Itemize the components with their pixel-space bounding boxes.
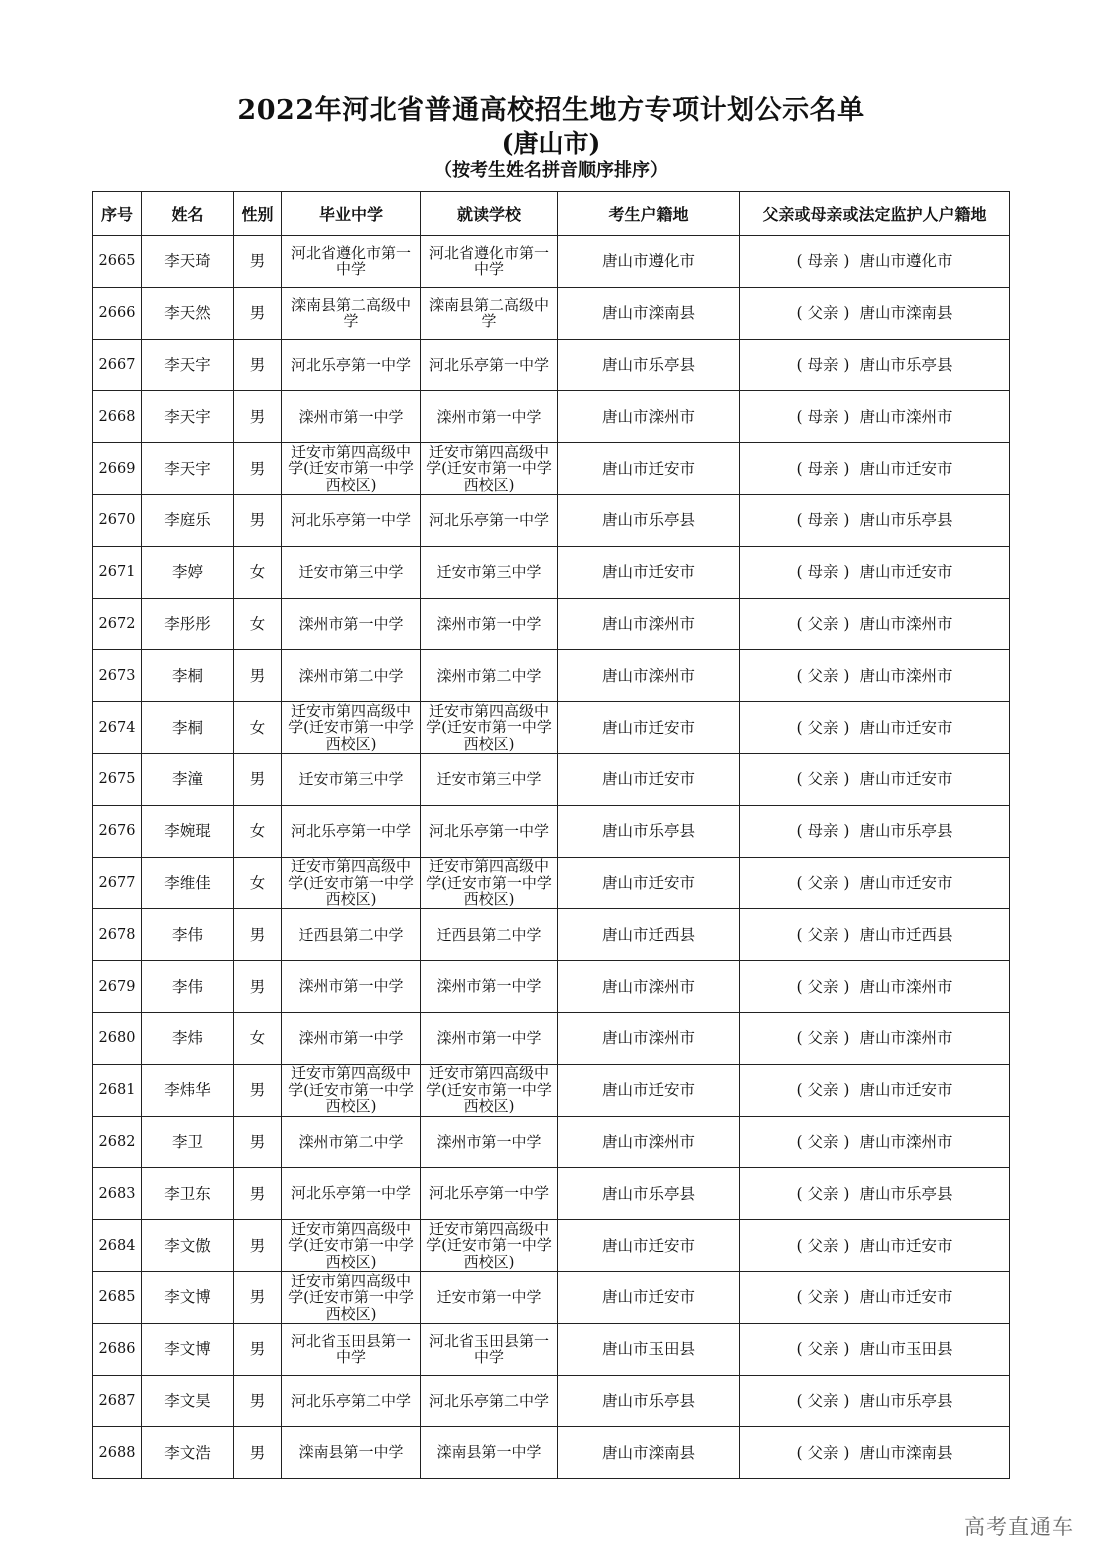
column-header-seq: 序号 (93, 192, 142, 236)
guardian-hukou-text: 唐山市迁安市 (859, 1081, 953, 1100)
cell-grad-school: 滦州市第一中学 (282, 1012, 421, 1064)
cell-current-school: 河北乐亭第二中学 (421, 1375, 558, 1427)
guardian-hukou-text: 唐山市滦州市 (859, 977, 953, 996)
cell-guardian-hukou (740, 1012, 1010, 1064)
cell-current-school: 滦州市第一中学 (421, 391, 558, 443)
column-header-gender: 性别 (234, 192, 282, 236)
cell-grad-school: 滦南县第二高级中学 (282, 287, 421, 339)
cell-hukou: 唐山市滦州市 (558, 1012, 740, 1064)
guardian-hukou-text: 唐山市迁安市 (859, 563, 953, 582)
guardian-hukou-text: 唐山市遵化市 (859, 252, 953, 271)
cell-seq: 2677 (93, 857, 142, 909)
cell-hukou: 唐山市滦州市 (558, 961, 740, 1013)
table-row (93, 1012, 1010, 1064)
cell-guardian-hukou (740, 1168, 1010, 1220)
table-row (93, 1168, 1010, 1220)
table-row (93, 753, 1010, 805)
guardian-relation: ( 母亲 ) (796, 511, 850, 530)
cell-seq: 2665 (93, 236, 142, 288)
cell-name: 李文博 (142, 1323, 234, 1375)
guardian-hukou-text: 唐山市滦州市 (859, 1029, 953, 1048)
guardian-relation: ( 父亲 ) (796, 614, 850, 633)
cell-hukou: 唐山市迁安市 (558, 702, 740, 754)
page-subtitle: (唐山市) (501, 129, 601, 158)
table-row (93, 961, 1010, 1013)
cell-hukou: 唐山市迁安市 (558, 857, 740, 909)
cell-seq: 2687 (93, 1375, 142, 1427)
cell-name: 李婷 (142, 546, 234, 598)
guardian-relation: ( 母亲 ) (796, 822, 850, 841)
cell-current-school: 滦南县第二高级中学 (421, 287, 558, 339)
cell-grad-school: 滦州市第二中学 (282, 1116, 421, 1168)
cell-current-school: 迁安市第三中学 (421, 753, 558, 805)
cell-hukou: 唐山市迁安市 (558, 546, 740, 598)
cell-guardian-hukou (740, 339, 1010, 391)
cell-gender: 女 (234, 598, 282, 650)
table-header-row (93, 192, 1010, 236)
cell-hukou: 唐山市迁安市 (558, 443, 740, 495)
table-row (93, 494, 1010, 546)
cell-gender: 男 (234, 443, 282, 495)
table-row (93, 1427, 1010, 1479)
guardian-relation: ( 母亲 ) (796, 252, 850, 271)
cell-current-school: 滦州市第二中学 (421, 650, 558, 702)
cell-hukou: 唐山市玉田县 (558, 1323, 740, 1375)
guardian-relation: ( 父亲 ) (796, 770, 850, 789)
cell-name: 李天宇 (142, 391, 234, 443)
guardian-hukou-text: 唐山市乐亭县 (859, 822, 953, 841)
cell-name: 李文博 (142, 1271, 234, 1323)
cell-guardian-hukou (740, 494, 1010, 546)
cell-name: 李文傲 (142, 1220, 234, 1272)
cell-name: 李天然 (142, 287, 234, 339)
watermark: 高考直通车 (964, 1515, 1074, 1539)
cell-seq: 2671 (93, 546, 142, 598)
cell-gender: 女 (234, 546, 282, 598)
guardian-relation: ( 父亲 ) (796, 666, 850, 685)
guardian-relation: ( 父亲 ) (796, 1236, 850, 1255)
cell-name: 李卫 (142, 1116, 234, 1168)
cell-hukou: 唐山市遵化市 (558, 236, 740, 288)
table-row (93, 546, 1010, 598)
cell-current-school: 迁安市第四高级中学(迁安市第一中学西校区) (421, 857, 558, 909)
cell-gender: 男 (234, 494, 282, 546)
guardian-relation: ( 父亲 ) (796, 304, 850, 323)
guardian-hukou-text: 唐山市滦州市 (859, 614, 953, 633)
table-row (93, 391, 1010, 443)
cell-name: 李潼 (142, 753, 234, 805)
table-row (93, 236, 1010, 288)
cell-seq: 2676 (93, 805, 142, 857)
cell-seq: 2667 (93, 339, 142, 391)
cell-grad-school: 迁安市第四高级中学(迁安市第一中学西校区) (282, 1271, 421, 1323)
cell-gender: 男 (234, 1168, 282, 1220)
cell-name: 李桐 (142, 702, 234, 754)
guardian-hukou-text: 唐山市乐亭县 (859, 511, 953, 530)
cell-current-school: 迁安市第四高级中学(迁安市第一中学西校区) (421, 702, 558, 754)
cell-current-school: 河北乐亭第一中学 (421, 339, 558, 391)
cell-grad-school: 迁安市第四高级中学(迁安市第一中学西校区) (282, 702, 421, 754)
cell-seq: 2666 (93, 287, 142, 339)
cell-hukou: 唐山市滦州市 (558, 1116, 740, 1168)
guardian-relation: ( 父亲 ) (796, 718, 850, 737)
cell-current-school: 滦州市第一中学 (421, 1116, 558, 1168)
guardian-relation: ( 父亲 ) (796, 977, 850, 996)
cell-current-school: 滦州市第一中学 (421, 961, 558, 1013)
cell-current-school: 迁安市第三中学 (421, 546, 558, 598)
table-row (93, 339, 1010, 391)
page-title: 2022年河北省普通高校招生地方专项计划公示名单 (237, 95, 865, 126)
cell-gender: 女 (234, 1012, 282, 1064)
guardian-hukou-text: 唐山市玉田县 (859, 1340, 953, 1359)
column-header-current-school: 就读学校 (421, 192, 558, 236)
cell-grad-school: 河北乐亭第一中学 (282, 339, 421, 391)
cell-name: 李桐 (142, 650, 234, 702)
guardian-relation: ( 父亲 ) (796, 1184, 850, 1203)
cell-grad-school: 河北乐亭第一中学 (282, 1168, 421, 1220)
guardian-relation: ( 母亲 ) (796, 459, 850, 478)
guardian-hukou-text: 唐山市乐亭县 (859, 1184, 953, 1203)
cell-gender: 女 (234, 702, 282, 754)
cell-seq: 2673 (93, 650, 142, 702)
cell-guardian-hukou (740, 1427, 1010, 1479)
cell-current-school: 河北乐亭第一中学 (421, 494, 558, 546)
cell-seq: 2685 (93, 1271, 142, 1323)
cell-seq: 2683 (93, 1168, 142, 1220)
cell-grad-school: 滦州市第一中学 (282, 598, 421, 650)
cell-seq: 2680 (93, 1012, 142, 1064)
cell-current-school: 河北省遵化市第一中学 (421, 236, 558, 288)
cell-grad-school: 河北省玉田县第一中学 (282, 1323, 421, 1375)
cell-gender: 男 (234, 1375, 282, 1427)
table-row (93, 650, 1010, 702)
guardian-hukou-text: 唐山市滦州市 (859, 407, 953, 426)
guardian-hukou-text: 唐山市迁安市 (859, 459, 953, 478)
cell-guardian-hukou (740, 961, 1010, 1013)
guardian-relation: ( 母亲 ) (796, 355, 850, 374)
cell-guardian-hukou (740, 1220, 1010, 1272)
table-row (93, 702, 1010, 754)
guardian-relation: ( 母亲 ) (796, 407, 850, 426)
cell-hukou: 唐山市滦州市 (558, 650, 740, 702)
cell-gender: 男 (234, 1271, 282, 1323)
cell-hukou: 唐山市乐亭县 (558, 339, 740, 391)
guardian-hukou-text: 唐山市迁安市 (859, 718, 953, 737)
cell-gender: 男 (234, 391, 282, 443)
cell-guardian-hukou (740, 650, 1010, 702)
cell-name: 李炜 (142, 1012, 234, 1064)
cell-hukou: 唐山市滦州市 (558, 391, 740, 443)
cell-hukou: 唐山市迁安市 (558, 1064, 740, 1116)
table-row (93, 598, 1010, 650)
cell-grad-school: 河北乐亭第二中学 (282, 1375, 421, 1427)
guardian-relation: ( 母亲 ) (796, 563, 850, 582)
cell-current-school: 河北乐亭第一中学 (421, 805, 558, 857)
cell-gender: 男 (234, 961, 282, 1013)
cell-grad-school: 迁安市第三中学 (282, 546, 421, 598)
cell-current-school: 河北乐亭第一中学 (421, 1168, 558, 1220)
cell-guardian-hukou (740, 1375, 1010, 1427)
cell-guardian-hukou (740, 236, 1010, 288)
sort-note: （按考生姓名拼音顺序排序） (434, 160, 668, 181)
cell-hukou: 唐山市乐亭县 (558, 1375, 740, 1427)
cell-hukou: 唐山市迁安市 (558, 1220, 740, 1272)
cell-current-school: 滦南县第一中学 (421, 1427, 558, 1479)
cell-seq: 2679 (93, 961, 142, 1013)
cell-seq: 2686 (93, 1323, 142, 1375)
cell-guardian-hukou (740, 753, 1010, 805)
guardian-hukou-text: 唐山市乐亭县 (859, 1391, 953, 1410)
cell-grad-school: 迁安市第四高级中学(迁安市第一中学西校区) (282, 1064, 421, 1116)
table-row (93, 443, 1010, 495)
table-row (93, 857, 1010, 909)
table-row (93, 287, 1010, 339)
roster-table (92, 191, 1010, 1479)
cell-gender: 男 (234, 1220, 282, 1272)
guardian-relation: ( 父亲 ) (796, 1340, 850, 1359)
cell-hukou: 唐山市滦南县 (558, 1427, 740, 1479)
cell-gender: 男 (234, 650, 282, 702)
cell-guardian-hukou (740, 546, 1010, 598)
guardian-hukou-text: 唐山市滦州市 (859, 1132, 953, 1151)
cell-seq: 2678 (93, 909, 142, 961)
cell-seq: 2670 (93, 494, 142, 546)
cell-hukou: 唐山市迁安市 (558, 1271, 740, 1323)
cell-current-school: 迁西县第二中学 (421, 909, 558, 961)
cell-hukou: 唐山市乐亭县 (558, 1168, 740, 1220)
cell-grad-school: 滦南县第一中学 (282, 1427, 421, 1479)
cell-name: 李炜华 (142, 1064, 234, 1116)
cell-grad-school: 迁安市第四高级中学(迁安市第一中学西校区) (282, 1220, 421, 1272)
cell-guardian-hukou (740, 598, 1010, 650)
cell-gender: 女 (234, 805, 282, 857)
cell-seq: 2672 (93, 598, 142, 650)
guardian-hukou-text: 唐山市迁安市 (859, 1288, 953, 1307)
cell-hukou: 唐山市迁安市 (558, 753, 740, 805)
cell-name: 李维佳 (142, 857, 234, 909)
cell-seq: 2688 (93, 1427, 142, 1479)
guardian-relation: ( 父亲 ) (796, 873, 850, 892)
guardian-hukou-text: 唐山市滦南县 (859, 1443, 953, 1462)
column-header-name: 姓名 (142, 192, 234, 236)
cell-gender: 女 (234, 857, 282, 909)
cell-guardian-hukou (740, 287, 1010, 339)
cell-hukou: 唐山市迁西县 (558, 909, 740, 961)
cell-gender: 男 (234, 287, 282, 339)
cell-name: 李婉琨 (142, 805, 234, 857)
cell-guardian-hukou (740, 1116, 1010, 1168)
cell-gender: 男 (234, 1116, 282, 1168)
cell-current-school: 迁安市第四高级中学(迁安市第一中学西校区) (421, 1064, 558, 1116)
cell-seq: 2669 (93, 443, 142, 495)
cell-hukou: 唐山市乐亭县 (558, 805, 740, 857)
guardian-relation: ( 父亲 ) (796, 925, 850, 944)
table-row (93, 1323, 1010, 1375)
cell-name: 李文昊 (142, 1375, 234, 1427)
cell-guardian-hukou (740, 909, 1010, 961)
guardian-hukou-text: 唐山市迁西县 (859, 925, 953, 944)
table-row (93, 1064, 1010, 1116)
table-row (93, 909, 1010, 961)
cell-seq: 2675 (93, 753, 142, 805)
cell-current-school: 迁安市第一中学 (421, 1271, 558, 1323)
cell-gender: 男 (234, 1427, 282, 1479)
cell-grad-school: 滦州市第二中学 (282, 650, 421, 702)
cell-name: 李伟 (142, 909, 234, 961)
cell-name: 李天宇 (142, 339, 234, 391)
cell-gender: 男 (234, 339, 282, 391)
cell-gender: 男 (234, 1323, 282, 1375)
cell-grad-school: 滦州市第一中学 (282, 961, 421, 1013)
table-row (93, 1375, 1010, 1427)
cell-gender: 男 (234, 909, 282, 961)
guardian-hukou-text: 唐山市乐亭县 (859, 355, 953, 374)
cell-grad-school: 迁安市第三中学 (282, 753, 421, 805)
cell-grad-school: 滦州市第一中学 (282, 391, 421, 443)
guardian-relation: ( 父亲 ) (796, 1029, 850, 1048)
cell-hukou: 唐山市滦南县 (558, 287, 740, 339)
table-row (93, 805, 1010, 857)
cell-guardian-hukou (740, 805, 1010, 857)
cell-gender: 男 (234, 753, 282, 805)
cell-grad-school: 河北乐亭第一中学 (282, 494, 421, 546)
guardian-hukou-text: 唐山市迁安市 (859, 873, 953, 892)
cell-seq: 2668 (93, 391, 142, 443)
cell-name: 李天宇 (142, 443, 234, 495)
guardian-relation: ( 父亲 ) (796, 1132, 850, 1151)
cell-hukou: 唐山市滦州市 (558, 598, 740, 650)
cell-name: 李卫东 (142, 1168, 234, 1220)
cell-seq: 2681 (93, 1064, 142, 1116)
guardian-relation: ( 父亲 ) (796, 1288, 850, 1307)
cell-current-school: 迁安市第四高级中学(迁安市第一中学西校区) (421, 1220, 558, 1272)
cell-grad-school: 迁安市第四高级中学(迁安市第一中学西校区) (282, 857, 421, 909)
cell-seq: 2674 (93, 702, 142, 754)
cell-seq: 2682 (93, 1116, 142, 1168)
guardian-hukou-text: 唐山市迁安市 (859, 1236, 953, 1255)
cell-name: 李文浩 (142, 1427, 234, 1479)
guardian-relation: ( 父亲 ) (796, 1443, 850, 1462)
cell-guardian-hukou (740, 1323, 1010, 1375)
column-header-grad-school: 毕业中学 (282, 192, 421, 236)
cell-guardian-hukou (740, 1064, 1010, 1116)
guardian-relation: ( 父亲 ) (796, 1081, 850, 1100)
cell-guardian-hukou (740, 391, 1010, 443)
cell-grad-school: 河北乐亭第一中学 (282, 805, 421, 857)
table-row (93, 1116, 1010, 1168)
cell-name: 李庭乐 (142, 494, 234, 546)
cell-guardian-hukou (740, 1271, 1010, 1323)
column-header-guardian-hukou: 父亲或母亲或法定监护人户籍地 (740, 192, 1010, 236)
cell-guardian-hukou (740, 443, 1010, 495)
cell-current-school: 滦州市第一中学 (421, 598, 558, 650)
cell-gender: 男 (234, 1064, 282, 1116)
cell-name: 李伟 (142, 961, 234, 1013)
table-row (93, 1220, 1010, 1272)
cell-current-school: 滦州市第一中学 (421, 1012, 558, 1064)
cell-current-school: 河北省玉田县第一中学 (421, 1323, 558, 1375)
cell-current-school: 迁安市第四高级中学(迁安市第一中学西校区) (421, 443, 558, 495)
guardian-hukou-text: 唐山市滦州市 (859, 666, 953, 685)
table-row (93, 1271, 1010, 1323)
cell-grad-school: 迁安市第四高级中学(迁安市第一中学西校区) (282, 443, 421, 495)
guardian-hukou-text: 唐山市滦南县 (859, 304, 953, 323)
cell-grad-school: 迁西县第二中学 (282, 909, 421, 961)
column-header-hukou: 考生户籍地 (558, 192, 740, 236)
cell-guardian-hukou (740, 702, 1010, 754)
cell-guardian-hukou (740, 857, 1010, 909)
cell-grad-school: 河北省遵化市第一中学 (282, 236, 421, 288)
cell-gender: 男 (234, 236, 282, 288)
cell-name: 李天琦 (142, 236, 234, 288)
cell-hukou: 唐山市乐亭县 (558, 494, 740, 546)
guardian-relation: ( 父亲 ) (796, 1391, 850, 1410)
cell-seq: 2684 (93, 1220, 142, 1272)
cell-name: 李彤彤 (142, 598, 234, 650)
guardian-hukou-text: 唐山市迁安市 (859, 770, 953, 789)
